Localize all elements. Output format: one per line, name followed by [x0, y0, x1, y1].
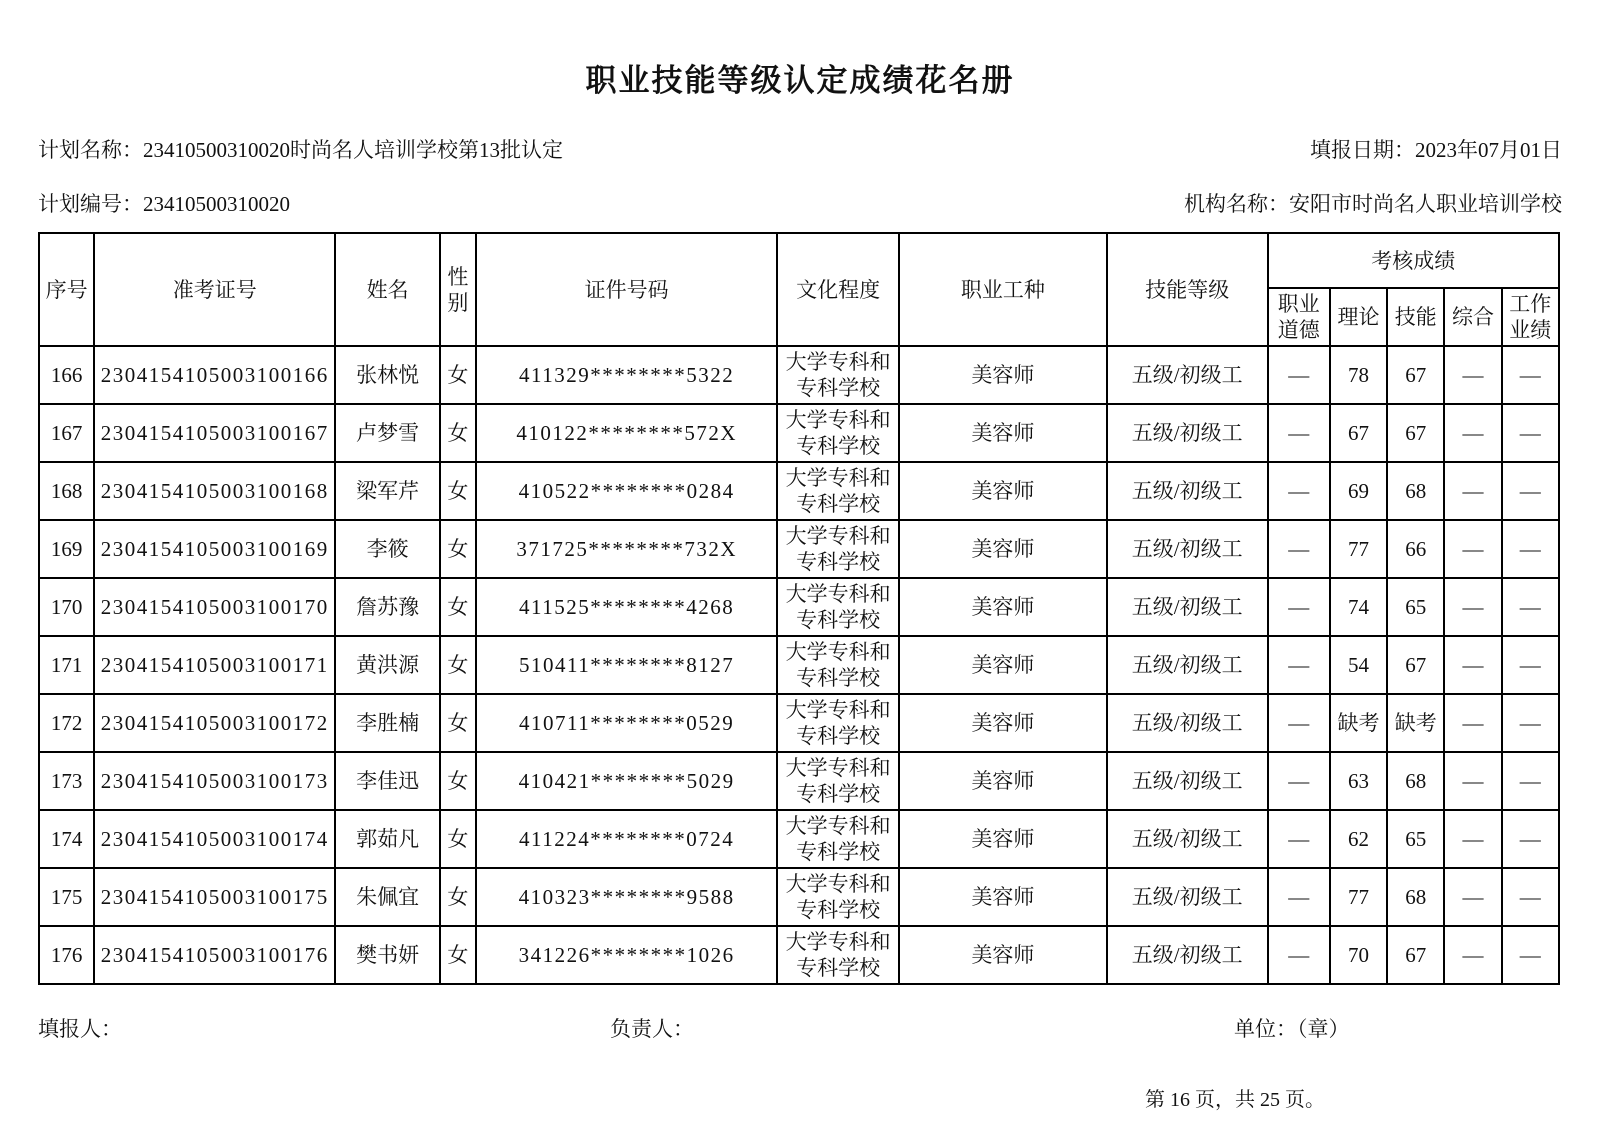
cell-work: — [1502, 346, 1559, 404]
cell-id-no: 371725********732X [476, 520, 777, 578]
cell-work: — [1502, 636, 1559, 694]
cell-skill-level: 五级/初级工 [1107, 578, 1268, 636]
filler-label: 填报人： [38, 1017, 122, 1041]
unit-seal-label: 单位：（章） [1234, 1017, 1350, 1041]
cell-comprehensive: — [1444, 404, 1501, 462]
cell-name: 李佳迅 [335, 752, 439, 810]
plan-code-label: 计划编号： [38, 192, 143, 216]
table-row [39, 462, 1559, 520]
cell-education: 大学专科和专科学校 [777, 694, 899, 752]
cell-education: 大学专科和专科学校 [777, 462, 899, 520]
cell-work: — [1502, 752, 1559, 810]
cell-ethics: — [1268, 520, 1330, 578]
cell-seq: 174 [39, 810, 94, 868]
cell-id-no: 410522********0284 [476, 462, 777, 520]
cell-skill-level: 五级/初级工 [1107, 810, 1268, 868]
cell-theory: 67 [1330, 404, 1387, 462]
cell-comprehensive: — [1444, 926, 1501, 984]
table-row [39, 926, 1559, 984]
table-row [39, 346, 1559, 404]
cell-work: — [1502, 810, 1559, 868]
table-row [39, 404, 1559, 462]
cell-skill: 缺考 [1387, 694, 1444, 752]
cell-skill-level: 五级/初级工 [1107, 404, 1268, 462]
header-gender: 性别 [440, 233, 476, 346]
cell-work: — [1502, 926, 1559, 984]
cell-seq: 175 [39, 868, 94, 926]
org-name-label: 机构名称： [1184, 192, 1289, 216]
cell-name: 张林悦 [335, 346, 439, 404]
header-occupation: 职业工种 [899, 233, 1107, 346]
cell-skill: 67 [1387, 636, 1444, 694]
cell-skill: 66 [1387, 520, 1444, 578]
cell-id-no: 410421********5029 [476, 752, 777, 810]
plan-name [38, 136, 563, 164]
cell-skill-level: 五级/初级工 [1107, 694, 1268, 752]
cell-theory: 74 [1330, 578, 1387, 636]
cell-name: 梁军芹 [335, 462, 439, 520]
cell-ethics: — [1268, 404, 1330, 462]
cell-occupation: 美容师 [899, 462, 1107, 520]
cell-name: 李筱 [335, 520, 439, 578]
header-skill-level: 技能等级 [1107, 233, 1268, 346]
cell-skill: 68 [1387, 752, 1444, 810]
cell-ethics: — [1268, 578, 1330, 636]
header-work: 工作业绩 [1502, 288, 1559, 346]
table-body [39, 346, 1559, 984]
header-comprehensive: 综合 [1444, 288, 1501, 346]
cell-id-no: 410122********572X [476, 404, 777, 462]
header-name: 姓名 [335, 233, 439, 346]
cell-theory: 54 [1330, 636, 1387, 694]
header-seq: 序号 [39, 233, 94, 346]
cell-exam-no: 2304154105003100166 [94, 346, 335, 404]
cell-occupation: 美容师 [899, 752, 1107, 810]
cell-skill: 67 [1387, 404, 1444, 462]
cell-ethics: — [1268, 694, 1330, 752]
cell-ethics: — [1268, 868, 1330, 926]
cell-seq: 169 [39, 520, 94, 578]
cell-skill: 67 [1387, 346, 1444, 404]
cell-seq: 167 [39, 404, 94, 462]
cell-gender: 女 [440, 926, 476, 984]
cell-skill-level: 五级/初级工 [1107, 752, 1268, 810]
cell-name: 郭茹凡 [335, 810, 439, 868]
header-id-no: 证件号码 [476, 233, 777, 346]
cell-theory: 77 [1330, 868, 1387, 926]
cell-seq: 173 [39, 752, 94, 810]
cell-skill-level: 五级/初级工 [1107, 636, 1268, 694]
cell-ethics: — [1268, 636, 1330, 694]
cell-education: 大学专科和专科学校 [777, 346, 899, 404]
cell-gender: 女 [440, 694, 476, 752]
report-date-value: 2023年07月01日 [1415, 138, 1562, 162]
header-exam-no: 准考证号 [94, 233, 335, 346]
cell-comprehensive: — [1444, 636, 1501, 694]
cell-work: — [1502, 694, 1559, 752]
cell-seq: 166 [39, 346, 94, 404]
cell-comprehensive: — [1444, 520, 1501, 578]
org-name-value: 安阳市时尚名人职业培训学校 [1289, 192, 1562, 216]
cell-comprehensive: — [1444, 578, 1501, 636]
cell-comprehensive: — [1444, 346, 1501, 404]
cell-exam-no: 2304154105003100176 [94, 926, 335, 984]
cell-ethics: — [1268, 462, 1330, 520]
cell-work: — [1502, 578, 1559, 636]
cell-occupation: 美容师 [899, 694, 1107, 752]
header-skill: 技能 [1387, 288, 1444, 346]
cell-gender: 女 [440, 462, 476, 520]
cell-name: 李胜楠 [335, 694, 439, 752]
table-row [39, 636, 1559, 694]
cell-name: 卢梦雪 [335, 404, 439, 462]
cell-id-no: 411329********5322 [476, 346, 777, 404]
manager-label: 负责人： [610, 1017, 694, 1041]
cell-gender: 女 [440, 752, 476, 810]
cell-comprehensive: — [1444, 462, 1501, 520]
cell-education: 大学专科和专科学校 [777, 810, 899, 868]
report-date [1310, 136, 1562, 164]
cell-education: 大学专科和专科学校 [777, 636, 899, 694]
cell-occupation: 美容师 [899, 578, 1107, 636]
cell-work: — [1502, 868, 1559, 926]
table-header [39, 233, 1559, 346]
cell-skill-level: 五级/初级工 [1107, 868, 1268, 926]
cell-comprehensive: — [1444, 868, 1501, 926]
cell-skill-level: 五级/初级工 [1107, 520, 1268, 578]
table-row [39, 868, 1559, 926]
cell-seq: 176 [39, 926, 94, 984]
cell-exam-no: 2304154105003100172 [94, 694, 335, 752]
cell-skill: 65 [1387, 810, 1444, 868]
cell-ethics: — [1268, 810, 1330, 868]
cell-seq: 168 [39, 462, 94, 520]
cell-education: 大学专科和专科学校 [777, 578, 899, 636]
cell-education: 大学专科和专科学校 [777, 926, 899, 984]
cell-occupation: 美容师 [899, 868, 1107, 926]
cell-ethics: — [1268, 346, 1330, 404]
cell-gender: 女 [440, 868, 476, 926]
cell-id-no: 410711********0529 [476, 694, 777, 752]
cell-skill-level: 五级/初级工 [1107, 926, 1268, 984]
cell-theory: 69 [1330, 462, 1387, 520]
cell-education: 大学专科和专科学校 [777, 520, 899, 578]
header-education: 文化程度 [777, 233, 899, 346]
org-name [1184, 190, 1562, 218]
cell-education: 大学专科和专科学校 [777, 404, 899, 462]
cell-id-no: 341226********1026 [476, 926, 777, 984]
cell-skill-level: 五级/初级工 [1107, 462, 1268, 520]
cell-theory: 缺考 [1330, 694, 1387, 752]
header-theory: 理论 [1330, 288, 1387, 346]
cell-name: 詹苏豫 [335, 578, 439, 636]
plan-name-value: 23410500310020时尚名人培训学校第13批认定 [143, 138, 563, 162]
meta-row-2 [38, 190, 1562, 218]
footer-row [38, 1013, 1562, 1043]
cell-occupation: 美容师 [899, 810, 1107, 868]
meta-row-1 [38, 136, 1562, 164]
cell-theory: 77 [1330, 520, 1387, 578]
cell-work: — [1502, 520, 1559, 578]
cell-education: 大学专科和专科学校 [777, 868, 899, 926]
cell-gender: 女 [440, 636, 476, 694]
plan-code [38, 190, 290, 218]
cell-skill: 68 [1387, 868, 1444, 926]
cell-theory: 62 [1330, 810, 1387, 868]
cell-exam-no: 2304154105003100175 [94, 868, 335, 926]
page-info: 第 16 页，共 25 页。 [1145, 1089, 1325, 1111]
cell-comprehensive: — [1444, 810, 1501, 868]
cell-work: — [1502, 462, 1559, 520]
cell-gender: 女 [440, 404, 476, 462]
cell-occupation: 美容师 [899, 404, 1107, 462]
table-row [39, 520, 1559, 578]
cell-occupation: 美容师 [899, 636, 1107, 694]
cell-skill: 68 [1387, 462, 1444, 520]
cell-comprehensive: — [1444, 694, 1501, 752]
cell-occupation: 美容师 [899, 926, 1107, 984]
cell-exam-no: 2304154105003100168 [94, 462, 335, 520]
cell-occupation: 美容师 [899, 520, 1107, 578]
cell-work: — [1502, 404, 1559, 462]
cell-name: 樊书妍 [335, 926, 439, 984]
cell-exam-no: 2304154105003100169 [94, 520, 335, 578]
cell-skill: 65 [1387, 578, 1444, 636]
table-row [39, 810, 1559, 868]
cell-occupation: 美容师 [899, 346, 1107, 404]
cell-name: 黄洪源 [335, 636, 439, 694]
cell-gender: 女 [440, 520, 476, 578]
cell-exam-no: 2304154105003100167 [94, 404, 335, 462]
cell-gender: 女 [440, 346, 476, 404]
cell-comprehensive: — [1444, 752, 1501, 810]
cell-seq: 170 [39, 578, 94, 636]
cell-seq: 171 [39, 636, 94, 694]
cell-education: 大学专科和专科学校 [777, 752, 899, 810]
cell-gender: 女 [440, 810, 476, 868]
cell-exam-no: 2304154105003100171 [94, 636, 335, 694]
cell-skill: 67 [1387, 926, 1444, 984]
cell-exam-no: 2304154105003100170 [94, 578, 335, 636]
page-title: 职业技能等级认定成绩花名册 [585, 63, 1015, 98]
plan-code-value: 23410500310020 [143, 192, 290, 216]
cell-id-no: 411525********4268 [476, 578, 777, 636]
table-row [39, 752, 1559, 810]
report-date-label: 填报日期： [1310, 138, 1415, 162]
table-row [39, 694, 1559, 752]
cell-theory: 78 [1330, 346, 1387, 404]
plan-name-label: 计划名称： [38, 138, 143, 162]
cell-seq: 172 [39, 694, 94, 752]
cell-exam-no: 2304154105003100173 [94, 752, 335, 810]
cell-id-no: 410323********9588 [476, 868, 777, 926]
cell-theory: 63 [1330, 752, 1387, 810]
score-roster-table [38, 232, 1560, 985]
cell-ethics: — [1268, 752, 1330, 810]
cell-id-no: 510411********8127 [476, 636, 777, 694]
cell-id-no: 411224********0724 [476, 810, 777, 868]
table-row [39, 578, 1559, 636]
cell-exam-no: 2304154105003100174 [94, 810, 335, 868]
cell-ethics: — [1268, 926, 1330, 984]
cell-name: 朱佩宜 [335, 868, 439, 926]
cell-skill-level: 五级/初级工 [1107, 346, 1268, 404]
header-ethics: 职业道德 [1268, 288, 1330, 346]
cell-gender: 女 [440, 578, 476, 636]
header-score-group: 考核成绩 [1268, 233, 1559, 288]
cell-theory: 70 [1330, 926, 1387, 984]
